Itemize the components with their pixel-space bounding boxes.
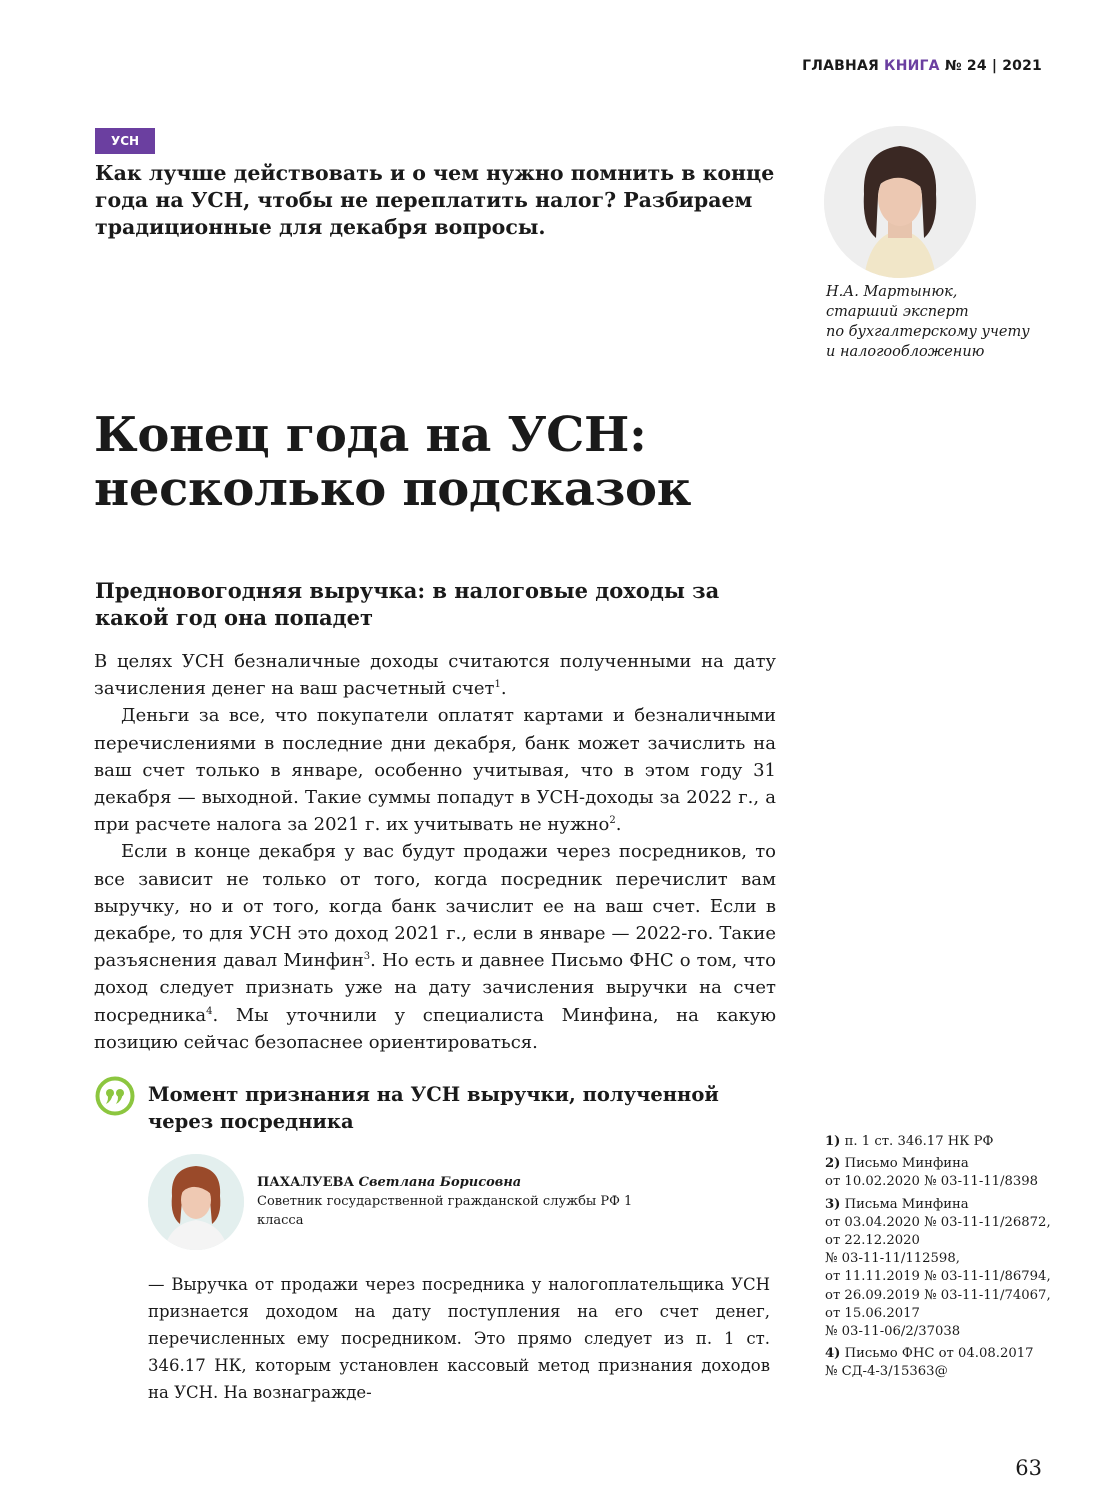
publication-name-accent: КНИГА — [884, 58, 940, 74]
article-body — [94, 648, 776, 1056]
footnote: 2) Письмо Минфина от 10.02.2020 № 03-11-11/8398 — [825, 1156, 1039, 1190]
quote-icon — [95, 1076, 135, 1116]
page-number: 63 — [1015, 1456, 1042, 1480]
body-paragraph: В целях УСН безналичные доходы считаются полученными на дату зачисления денег на ваш расчетный счет$^1$. — [94, 651, 776, 700]
title-line: несколько подсказок — [94, 461, 692, 517]
expert-info — [257, 1173, 637, 1230]
running-header — [802, 58, 1042, 74]
body-paragraph: Деньги за все, что покупатели оплатят картами и безналичными перечислениями в последние дни декабря, банк может зачислить на ваш счет только в январе, особенно учитывая, что в этом году 31 декабря — выходной. Такие суммы попадут в УСН-доходы за 2022 г., а при расчете налога за 2021 г. их учитывать не нужно$^2$. — [94, 705, 776, 836]
answer-paragraph: — Выручка от продажи через посредника у налогоплательщика УСН признается доходом на дату поступления на его счет денег, перечисленных ему посредником. Это прямо следует из п. 1 ст. 346.17 НК, которым установлен кассовый метод признания доходов на УСН. На вознагражде- — [148, 1275, 770, 1402]
footnote: 4) Письмо ФНС от 04.08.2017 № СД-4-3/15363@ — [825, 1346, 1034, 1380]
author-name: Н.А. Мартынюк, — [826, 284, 958, 300]
author-role-line: и налогообложению — [826, 344, 985, 360]
expert-name: ПАХАЛУЕВА Светлана Борисовна — [257, 1175, 522, 1190]
expert-portrait-image — [148, 1154, 244, 1250]
rubric-tag: УСН — [95, 128, 155, 154]
issue-number: № 24 | 2021 — [939, 58, 1042, 74]
footnote: 1) п. 1 ст. 346.17 НК РФ — [825, 1134, 994, 1149]
expert-answer — [148, 1271, 770, 1406]
author-caption — [826, 282, 1056, 362]
footnote-ref: 1 — [494, 679, 501, 691]
author-photo — [824, 126, 976, 278]
expert-position: Советник государственной гражданской службы РФ 1 класса — [257, 1194, 633, 1228]
article-title — [94, 408, 854, 516]
footnote-ref: 2 — [609, 815, 616, 827]
article-lead: Как лучше действовать и о чем нужно помнить в конце года на УСН, чтобы не переплатить налог? Разбираем традиционные для декабря вопросы. — [95, 161, 775, 239]
footnotes — [825, 1133, 1055, 1386]
footnote: 3) Письма Минфина от 03.04.2020 № 03-11-11/26872, от 22.12.2020 № 03-11-11/112598, от 11.11.2019 № 03-11-11/86794, от 26.09.2019 № 03-11-11/74067, от 15.06.2017 № 03-11-06/2/37038 — [825, 1196, 1051, 1340]
section-heading: Предновогодняя выручка: в налоговые доходы за какой год она попадет — [95, 578, 720, 630]
footnote-ref: 3 — [363, 951, 371, 963]
publication-name: ГЛАВНАЯ — [802, 58, 885, 74]
author-portrait-image — [824, 126, 976, 278]
quote-heading: Момент признания на УСН выручки, полученной через посредника — [148, 1083, 719, 1133]
expert-photo — [148, 1154, 244, 1250]
author-role-line: по бухгалтерскому учету — [826, 324, 1030, 340]
body-paragraph: Если в конце декабря у вас будут продажи через посредников, то все зависит не только от того, когда посредник перечислит вам выручку, но и от того, когда банк зачислит ее на ваш счет. Если в декабре, то для УСН это доход 2021 г., если в январе — 2022-го. Такие разъяснения давал Минфин$^3$. Но есть и давнее Письмо ФНС о том, что доход следует признать уже на дату зачисления выручки на счет посредника$^4$. Мы уточнили у специалиста Минфина, на какую позицию сейчас безопаснее ориентироваться. — [94, 841, 776, 1053]
title-line: Конец года на УСН: — [94, 407, 647, 463]
author-role-line: старший эксперт — [826, 304, 969, 320]
footnote-ref: 4 — [206, 1005, 213, 1017]
